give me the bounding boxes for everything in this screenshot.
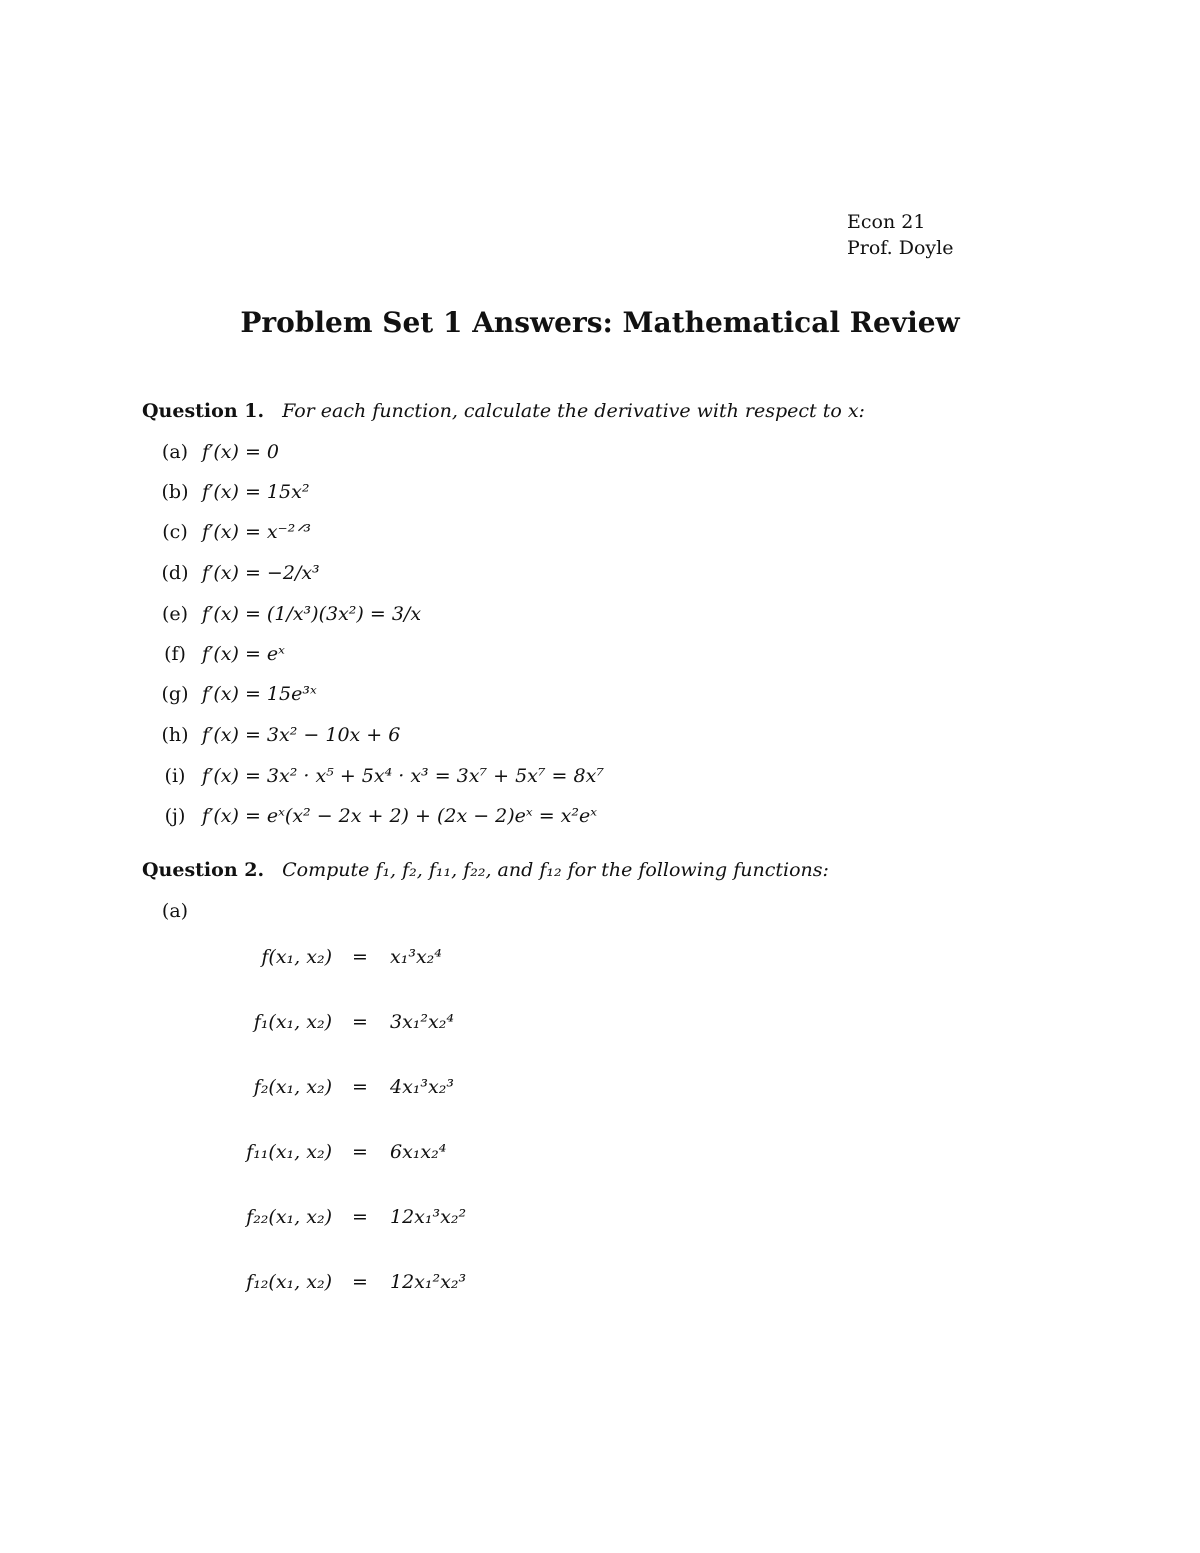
equation-relation: = — [352, 1011, 368, 1033]
question-2-prompt: Compute f₁, f₂, f₁₁, f₂₂, and f₁₂ for the following functions: — [282, 859, 829, 881]
equation-row — [200, 1141, 600, 1171]
equation-lhs: f₁₂(x₁, x₂) — [246, 1271, 332, 1293]
equation-row — [200, 946, 600, 976]
question-1-prompt: For each function, calculate the derivative with respect to x: — [282, 400, 865, 422]
equation-rhs: 3x₁²x₂⁴ — [390, 1011, 454, 1033]
equation-relation: = — [352, 946, 368, 968]
equation-row — [200, 1206, 600, 1236]
equation-row — [200, 1271, 600, 1301]
question-1-label: Question 1. — [142, 400, 265, 422]
equation-lhs: f₁(x₁, x₂) — [253, 1011, 332, 1033]
equation-lhs: f₁₁(x₁, x₂) — [246, 1141, 332, 1163]
question-1-heading — [142, 400, 865, 422]
equation-rhs: 4x₁³x₂³ — [390, 1076, 454, 1098]
course-header — [847, 209, 953, 261]
answer-f: (f) f′(x) = eˣ — [164, 643, 285, 665]
answer-b: (b) f′(x) = 15x² — [161, 481, 310, 503]
answer-h: (h) f′(x) = 3x² − 10x + 6 — [161, 724, 401, 746]
answer-j: (j) f′(x) = eˣ(x² − 2x + 2) + (2x − 2)eˣ = x²eˣ — [164, 805, 597, 827]
question-2-heading — [142, 859, 829, 881]
equation-row — [200, 1011, 600, 1041]
question-2-label: Question 2. — [142, 859, 265, 881]
equation-row — [200, 1076, 600, 1106]
equation-relation: = — [352, 1206, 368, 1228]
answer-e: (e) f′(x) = (1/x³)(3x²) = 3/x — [161, 603, 422, 625]
answer-a: (a) f′(x) = 0 — [161, 441, 280, 463]
equation-rhs: 12x₁²x₂³ — [390, 1271, 467, 1293]
equation-lhs: f₂(x₁, x₂) — [253, 1076, 332, 1098]
answer-c: (c) f′(x) = x⁻²ᐟ³ — [162, 521, 311, 543]
equation-relation: = — [352, 1076, 368, 1098]
instructor-name: Prof. Doyle — [847, 237, 954, 259]
answer-i: (i) f′(x) = 3x² · x⁵ + 5x⁴ · x³ = 3x⁷ + 5x⁷ = 8x⁷ — [164, 765, 604, 787]
equation-rhs: x₁³x₂⁴ — [390, 946, 442, 968]
answer-d: (d) f′(x) = −2/x³ — [161, 562, 320, 584]
course-name: Econ 21 — [847, 211, 926, 233]
equation-rhs: 12x₁³x₂² — [390, 1206, 467, 1228]
page-title: Problem Set 1 Answers: Mathematical Review — [240, 306, 960, 339]
part-a-label: (a) — [161, 900, 189, 922]
equation-rhs: 6x₁x₂⁴ — [390, 1141, 447, 1163]
equation-relation: = — [352, 1141, 368, 1163]
answer-g: (g) f′(x) = 15e³ˣ — [161, 683, 317, 705]
equation-relation: = — [352, 1271, 368, 1293]
equation-lhs: f₂₂(x₁, x₂) — [246, 1206, 332, 1228]
equation-lhs: f(x₁, x₂) — [261, 946, 332, 968]
